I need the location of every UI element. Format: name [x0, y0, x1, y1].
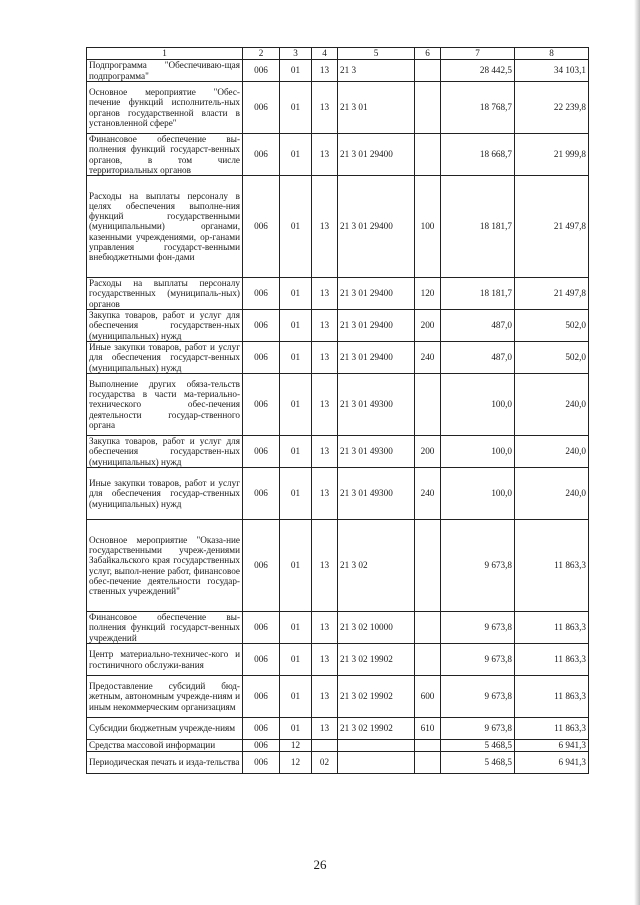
row-target-article-cell: 21 3 02 19902: [338, 718, 415, 740]
table-row: [87, 342, 589, 374]
header-cell: 4: [312, 48, 338, 60]
row-expense-type-cell: 100: [415, 176, 441, 278]
row-code-cell: 006: [243, 278, 280, 310]
row-name-cell: Средства массовой информации: [87, 740, 243, 752]
table-row: [87, 612, 589, 644]
row-section-cell: 01: [280, 82, 312, 134]
row-code-cell: 006: [243, 740, 280, 752]
row-name-cell: Финансовое обеспечение вы-полнения функций государст-венных учреждений: [87, 612, 243, 644]
row-target-article-cell: 21 3 01 49300: [338, 436, 415, 468]
row-expense-type-cell: [415, 134, 441, 176]
row-expense-type-cell: 600: [415, 676, 441, 718]
row-subsection-cell: 13: [312, 310, 338, 342]
row-name-cell: Закупка товаров, работ и услуг для обеспечения государствен-ных (муниципальных) нужд: [87, 310, 243, 342]
row-expense-type-cell: [415, 752, 441, 774]
row-amount-1-cell: 100,0: [441, 468, 515, 520]
table-row: [87, 278, 589, 310]
row-subsection-cell: 13: [312, 278, 338, 310]
row-amount-2-cell: 240,0: [515, 436, 589, 468]
table-row: [87, 436, 589, 468]
row-name-cell: Расходы на выплаты персоналу государственных (муниципаль-ных) органов: [87, 278, 243, 310]
row-expense-type-cell: 200: [415, 436, 441, 468]
row-amount-1-cell: 18 181,7: [441, 278, 515, 310]
row-section-cell: 01: [280, 278, 312, 310]
row-amount-2-cell: 11 863,3: [515, 520, 589, 612]
row-name-cell: Иные закупки товаров, работ и услуг для обеспечения государст-венных (муниципальных) нужд: [87, 342, 243, 374]
row-code-cell: 006: [243, 134, 280, 176]
table-row: [87, 520, 589, 612]
table-row: [87, 134, 589, 176]
row-section-cell: 01: [280, 468, 312, 520]
row-subsection-cell: 13: [312, 176, 338, 278]
row-amount-2-cell: 502,0: [515, 310, 589, 342]
row-amount-1-cell: 9 673,8: [441, 718, 515, 740]
row-amount-1-cell: 100,0: [441, 436, 515, 468]
row-amount-1-cell: 487,0: [441, 310, 515, 342]
row-subsection-cell: [312, 740, 338, 752]
row-code-cell: 006: [243, 468, 280, 520]
row-expense-type-cell: [415, 612, 441, 644]
table-row: [87, 718, 589, 740]
header-cell: 3: [280, 48, 312, 60]
row-section-cell: 01: [280, 436, 312, 468]
row-section-cell: 12: [280, 740, 312, 752]
row-section-cell: 01: [280, 60, 312, 82]
row-expense-type-cell: [415, 60, 441, 82]
header-cell: 2: [243, 48, 280, 60]
row-section-cell: 01: [280, 310, 312, 342]
row-name-cell: Центр материально-техничес-кого и гостиничного обслужи-вания: [87, 644, 243, 676]
row-code-cell: 006: [243, 752, 280, 774]
row-subsection-cell: 13: [312, 520, 338, 612]
row-expense-type-cell: 610: [415, 718, 441, 740]
row-name-cell: Расходы на выплаты персоналу в целях обеспечения выполне-ния функций государственными (муниципальными) органами, казенными учреждениями, ор-ганами управления государст-венными внебюджетными фон-дами: [87, 176, 243, 278]
row-amount-2-cell: 6 941,3: [515, 752, 589, 774]
header-cell: 5: [338, 48, 415, 60]
row-expense-type-cell: [415, 740, 441, 752]
table-row: [87, 468, 589, 520]
row-amount-2-cell: 21 497,8: [515, 278, 589, 310]
row-name-cell: Закупка товаров, работ и услуг для обеспечения государствен-ных (муниципальных) нужд: [87, 436, 243, 468]
row-section-cell: 01: [280, 676, 312, 718]
row-amount-2-cell: 34 103,1: [515, 60, 589, 82]
row-code-cell: 006: [243, 374, 280, 436]
header-cell: 8: [515, 48, 589, 60]
row-section-cell: 12: [280, 752, 312, 774]
row-code-cell: 006: [243, 520, 280, 612]
row-code-cell: 006: [243, 60, 280, 82]
row-name-cell: Иные закупки товаров, работ и услуг для обеспечения государ-ственных (муниципальных) нужд: [87, 468, 243, 520]
row-amount-2-cell: 6 941,3: [515, 740, 589, 752]
row-subsection-cell: 13: [312, 436, 338, 468]
table-body: [87, 48, 589, 774]
row-amount-1-cell: 9 673,8: [441, 612, 515, 644]
row-target-article-cell: 21 3 02: [338, 520, 415, 612]
row-section-cell: 01: [280, 176, 312, 278]
row-target-article-cell: 21 3 02 19902: [338, 644, 415, 676]
row-code-cell: 006: [243, 342, 280, 374]
row-subsection-cell: 13: [312, 134, 338, 176]
row-section-cell: 01: [280, 718, 312, 740]
row-code-cell: 006: [243, 436, 280, 468]
row-amount-1-cell: 100,0: [441, 374, 515, 436]
row-subsection-cell: 13: [312, 676, 338, 718]
row-section-cell: 01: [280, 134, 312, 176]
row-subsection-cell: 13: [312, 374, 338, 436]
budget-table: [86, 47, 589, 774]
row-name-cell: Субсидии бюджетным учрежде-ниям: [87, 718, 243, 740]
row-name-cell: Подпрограмма "Обеспечиваю-щая подпрограмма": [87, 60, 243, 82]
row-expense-type-cell: 200: [415, 310, 441, 342]
table-row: [87, 644, 589, 676]
row-amount-2-cell: 240,0: [515, 468, 589, 520]
row-amount-1-cell: 28 442,5: [441, 60, 515, 82]
table-row: [87, 676, 589, 718]
row-amount-1-cell: 9 673,8: [441, 520, 515, 612]
row-target-article-cell: 21 3 01 29400: [338, 176, 415, 278]
header-cell: 7: [441, 48, 515, 60]
row-subsection-cell: 13: [312, 342, 338, 374]
row-section-cell: 01: [280, 520, 312, 612]
row-amount-1-cell: 18 768,7: [441, 82, 515, 134]
table-row: [87, 374, 589, 436]
row-code-cell: 006: [243, 612, 280, 644]
row-amount-1-cell: 9 673,8: [441, 644, 515, 676]
row-amount-1-cell: 487,0: [441, 342, 515, 374]
table-row: [87, 60, 589, 82]
row-name-cell: Выполнение других обяза-тельств государства в части ма-териально-технического обес-печения деятельности государ-ственного органа: [87, 374, 243, 436]
header-cell: 1: [87, 48, 243, 60]
row-amount-1-cell: 5 468,5: [441, 752, 515, 774]
table-row: [87, 740, 589, 752]
row-expense-type-cell: [415, 520, 441, 612]
row-amount-2-cell: 11 863,3: [515, 718, 589, 740]
row-name-cell: Основное мероприятие "Обес-печение функций исполнитель-ных органов государственной власти в установленной сфере": [87, 82, 243, 134]
row-subsection-cell: 13: [312, 644, 338, 676]
row-expense-type-cell: [415, 374, 441, 436]
row-code-cell: 006: [243, 310, 280, 342]
header-cell: 6: [415, 48, 441, 60]
row-subsection-cell: 13: [312, 82, 338, 134]
row-target-article-cell: 21 3 02 10000: [338, 612, 415, 644]
row-subsection-cell: 13: [312, 60, 338, 82]
row-target-article-cell: 21 3 01 49300: [338, 374, 415, 436]
row-amount-2-cell: 11 863,3: [515, 676, 589, 718]
row-code-cell: 006: [243, 82, 280, 134]
row-target-article-cell: 21 3 01 29400: [338, 278, 415, 310]
row-code-cell: 006: [243, 676, 280, 718]
row-amount-1-cell: 18 181,7: [441, 176, 515, 278]
page-number: 26: [313, 857, 327, 872]
row-target-article-cell: 21 3 01 49300: [338, 468, 415, 520]
row-target-article-cell: 21 3 01: [338, 82, 415, 134]
row-expense-type-cell: 240: [415, 468, 441, 520]
row-section-cell: 01: [280, 644, 312, 676]
row-target-article-cell: [338, 740, 415, 752]
row-amount-1-cell: 9 673,8: [441, 676, 515, 718]
row-expense-type-cell: [415, 82, 441, 134]
row-expense-type-cell: 120: [415, 278, 441, 310]
row-expense-type-cell: [415, 644, 441, 676]
row-amount-1-cell: 5 468,5: [441, 740, 515, 752]
row-name-cell: Финансовое обеспечение вы-полнения функций государст-венных органов, в том числе территориальных органов: [87, 134, 243, 176]
table-row: [87, 752, 589, 774]
table-row: [87, 176, 589, 278]
row-section-cell: 01: [280, 374, 312, 436]
table-header-row: [87, 48, 589, 60]
row-expense-type-cell: 240: [415, 342, 441, 374]
row-amount-2-cell: 21 497,8: [515, 176, 589, 278]
row-amount-2-cell: 240,0: [515, 374, 589, 436]
row-section-cell: 01: [280, 342, 312, 374]
row-subsection-cell: 13: [312, 468, 338, 520]
row-subsection-cell: 13: [312, 612, 338, 644]
table-row: [87, 82, 589, 134]
row-amount-2-cell: 21 999,8: [515, 134, 589, 176]
row-name-cell: Предоставление субсидий бюд-жетным, автономным учрежде-ниям и иным некоммерческим организациям: [87, 676, 243, 718]
row-target-article-cell: [338, 752, 415, 774]
row-target-article-cell: 21 3 02 19902: [338, 676, 415, 718]
row-section-cell: 01: [280, 612, 312, 644]
row-amount-2-cell: 22 239,8: [515, 82, 589, 134]
row-amount-2-cell: 502,0: [515, 342, 589, 374]
row-amount-1-cell: 18 668,7: [441, 134, 515, 176]
row-subsection-cell: 13: [312, 718, 338, 740]
row-target-article-cell: 21 3 01 29400: [338, 310, 415, 342]
row-subsection-cell: 02: [312, 752, 338, 774]
row-code-cell: 006: [243, 644, 280, 676]
row-name-cell: Основное мероприятие "Оказа-ние государственными учреж-дениями Забайкальского края государственных услуг, выпол-нение работ, финансовое обес-печение деятельности государ-ственных учреждений": [87, 520, 243, 612]
row-target-article-cell: 21 3: [338, 60, 415, 82]
row-amount-2-cell: 11 863,3: [515, 644, 589, 676]
row-target-article-cell: 21 3 01 29400: [338, 134, 415, 176]
table-row: [87, 310, 589, 342]
row-amount-2-cell: 11 863,3: [515, 612, 589, 644]
row-code-cell: 006: [243, 718, 280, 740]
row-name-cell: Периодическая печать и изда-тельства: [87, 752, 243, 774]
row-code-cell: 006: [243, 176, 280, 278]
scan-edge-shadow: [634, 0, 640, 905]
row-target-article-cell: 21 3 01 29400: [338, 342, 415, 374]
